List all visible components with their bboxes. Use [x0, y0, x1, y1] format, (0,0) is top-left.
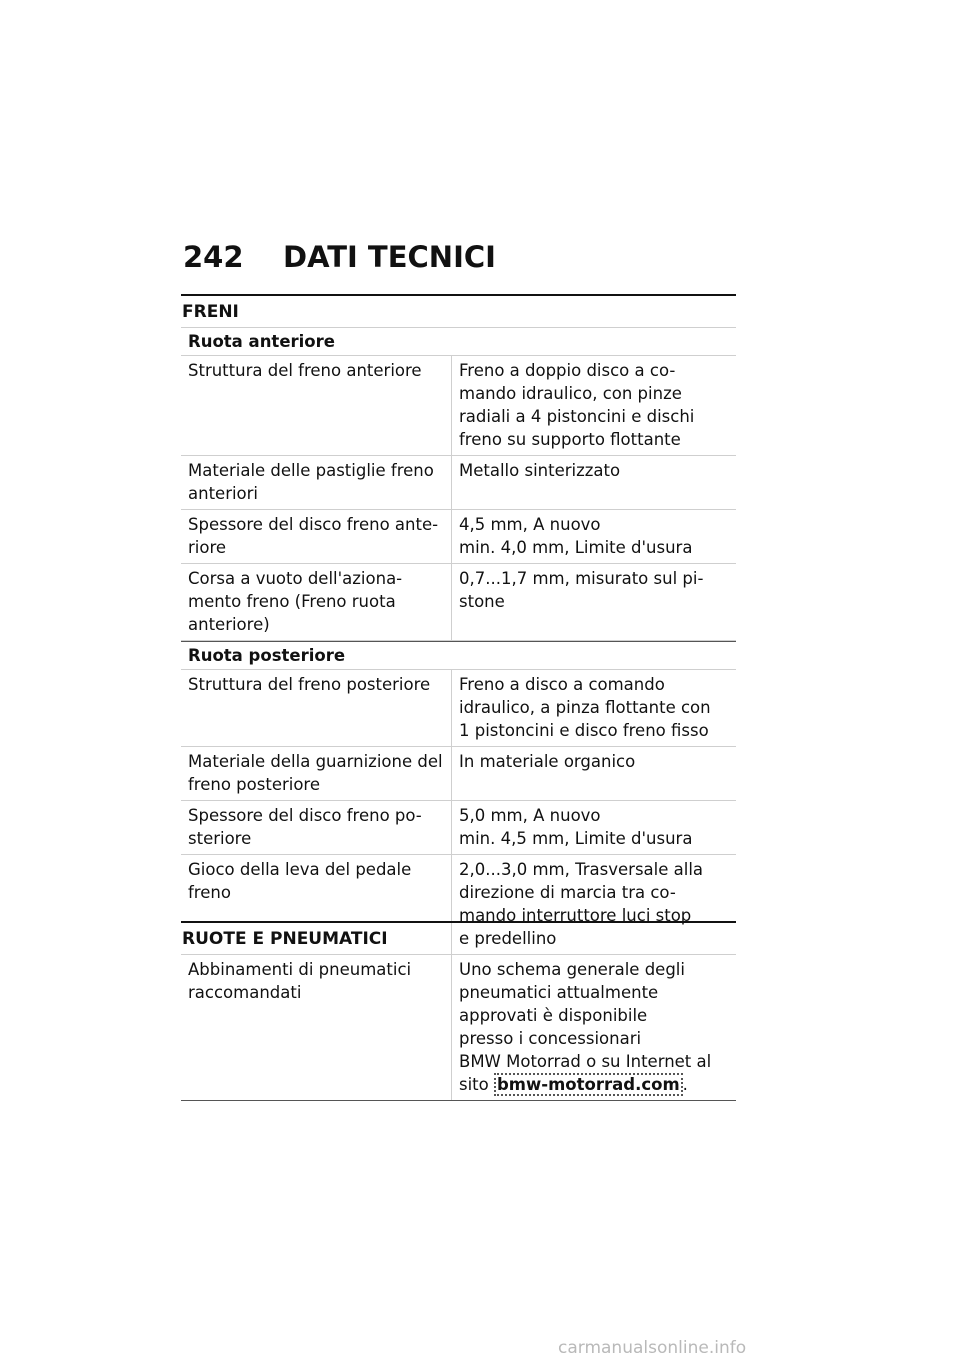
section-title-ruote: RUOTE E PNEUMATICI	[181, 921, 736, 955]
spec-label-line: freno posteriore	[188, 775, 320, 794]
spec-value-line: 4,5 mm, A nuovo	[459, 515, 601, 534]
subhead-front-wheel: Ruota anteriore	[181, 328, 736, 356]
spec-value-line: approvati è disponibile	[459, 1006, 648, 1025]
spec-label-line: anteriori	[188, 484, 259, 503]
spec-value	[452, 670, 736, 746]
spec-label-line: Abbinamenti di pneumatici	[188, 960, 412, 979]
spec-label	[181, 456, 452, 509]
chapter-title: DATI TECNICI	[283, 240, 496, 274]
spec-value-line: min. 4,0 mm, Limite d'usura	[459, 538, 693, 557]
spec-value	[452, 564, 736, 640]
link-suffix: .	[682, 1075, 688, 1094]
subhead-rear-wheel: Ruota posteriore	[181, 641, 736, 670]
spec-value	[452, 356, 736, 455]
spec-label-line: Materiale delle pastiglie freno	[188, 461, 434, 480]
spec-value	[452, 801, 736, 854]
spec-value-line: 5,0 mm, A nuovo	[459, 806, 601, 825]
spec-value	[452, 747, 736, 800]
table-row	[181, 356, 736, 456]
spec-value-line: pneumatici attualmente	[459, 983, 659, 1002]
spec-value-line: e predellino	[459, 929, 557, 948]
table-row-tyres	[181, 955, 736, 1101]
spec-value-line: freno su supporto flottante	[459, 430, 681, 449]
spec-label	[181, 356, 452, 455]
watermark: carmanualsonline.info	[558, 1338, 747, 1358]
table-row	[181, 747, 736, 801]
spec-label	[181, 955, 452, 1100]
section-ruote	[181, 921, 736, 1101]
spec-value-line: In materiale organico	[459, 752, 636, 771]
table-row	[181, 670, 736, 747]
section-title-freni: FRENI	[181, 294, 736, 328]
spec-value-line-link	[459, 1073, 728, 1096]
spec-value-line: 1 pistoncini e disco freno fisso	[459, 721, 709, 740]
spec-value-line: BMW Motorrad o su Internet al	[459, 1052, 712, 1071]
spec-value-line: mando interruttore luci stop	[459, 906, 692, 925]
spec-label-line: Spessore del disco freno po-	[188, 806, 422, 825]
spec-label	[181, 670, 452, 746]
spec-value-line: direzione di marcia tra co-	[459, 883, 676, 902]
spec-value	[452, 510, 736, 563]
spec-value-line: min. 4,5 mm, Limite d'usura	[459, 829, 693, 848]
spec-value-line: 0,7...1,7 mm, misurato sul pi-	[459, 569, 704, 588]
spec-label-line: Spessore del disco freno ante-	[188, 515, 439, 534]
spec-label-line: Struttura del freno anteriore	[188, 361, 422, 380]
spec-value-line: mando idraulico, con pinze	[459, 384, 682, 403]
spec-value	[452, 456, 736, 509]
spec-value-line: Freno a disco a comando	[459, 675, 665, 694]
bmw-motorrad-link[interactable]: bmw-motorrad.com	[494, 1073, 683, 1096]
table-row	[181, 510, 736, 564]
spec-label	[181, 801, 452, 854]
link-prefix: sito	[459, 1075, 494, 1094]
spec-value	[452, 955, 736, 1100]
table-row	[181, 564, 736, 641]
spec-label	[181, 510, 452, 563]
spec-value-line: radiali a 4 pistoncini e dischi	[459, 407, 695, 426]
spec-value-line: Uno schema generale degli	[459, 960, 685, 979]
spec-value-line: idraulico, a pinza flottante con	[459, 698, 711, 717]
spec-value-line: stone	[459, 592, 505, 611]
spec-label-line: freno	[188, 883, 231, 902]
page-header	[183, 240, 496, 274]
page-number: 242	[183, 240, 244, 274]
spec-label	[181, 747, 452, 800]
spec-value-line: Freno a doppio disco a co-	[459, 361, 676, 380]
spec-label-line: Corsa a vuoto dell'aziona-	[188, 569, 403, 588]
section-freni	[181, 294, 736, 955]
spec-label-line: Struttura del freno posteriore	[188, 675, 431, 694]
rear-rows	[181, 670, 736, 955]
spec-label-line: Gioco della leva del pedale	[188, 860, 412, 879]
spec-label	[181, 564, 452, 640]
table-row	[181, 801, 736, 855]
spec-value-line: Metallo sinterizzato	[459, 461, 621, 480]
spec-label-line: anteriore)	[188, 615, 270, 634]
spec-label-line: mento freno (Freno ruota	[188, 592, 396, 611]
front-rows	[181, 356, 736, 641]
spec-label-line: riore	[188, 538, 227, 557]
spec-value-line: 2,0...3,0 mm, Trasversale alla	[459, 860, 704, 879]
spec-label-line: Materiale della guarnizione del	[188, 752, 443, 771]
spec-label-line: raccomandati	[188, 983, 302, 1002]
spec-value-line: presso i concessionari	[459, 1029, 642, 1048]
table-row	[181, 456, 736, 510]
spec-label-line: steriore	[188, 829, 252, 848]
